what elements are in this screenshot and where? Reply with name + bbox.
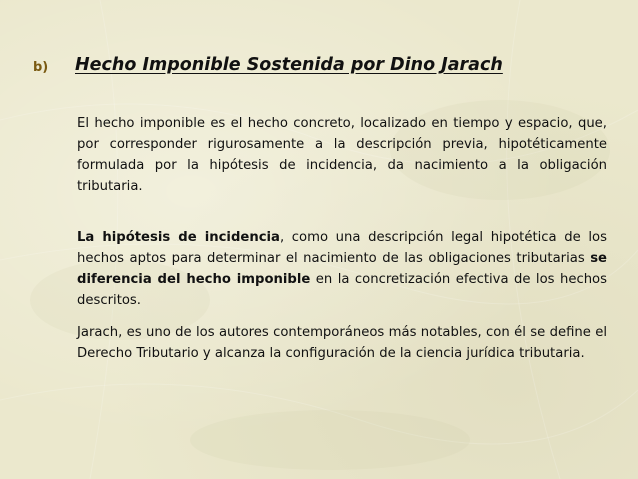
slide-title: Hecho Imponible Sostenida por Dino Jarach: [75, 55, 503, 75]
list-bullet: b): [33, 60, 49, 75]
paragraph-hipotesis-text1: , como una descripción legal hipotética de los hechos aptos para determinar el nacimiento de las obligaciones tributarias: [77, 230, 607, 266]
paragraph-hipotesis: [77, 227, 607, 311]
paragraph-hipotesis-text2: en la concretización efectiva de los hechos descritos.: [77, 272, 607, 308]
bold-diferencia: se diferencia del hecho imponible: [77, 251, 607, 287]
paragraph-definition: El hecho imponible es el hecho concreto, localizado en tiempo y espacio, que, por corresponder rigurosamente a la descripción previa, hipotéticamente formulada por la hipótesis de incidencia, da nacimiento a la obligación tributaria.: [77, 116, 607, 194]
bold-hipotesis: La hipótesis de incidencia: [77, 230, 280, 245]
paragraph-jarach: Jarach, es uno de los autores contemporáneos más notables, con él se define el Derecho Tributario y alcanza la configuración de la ciencia jurídica tributaria.: [77, 325, 607, 361]
